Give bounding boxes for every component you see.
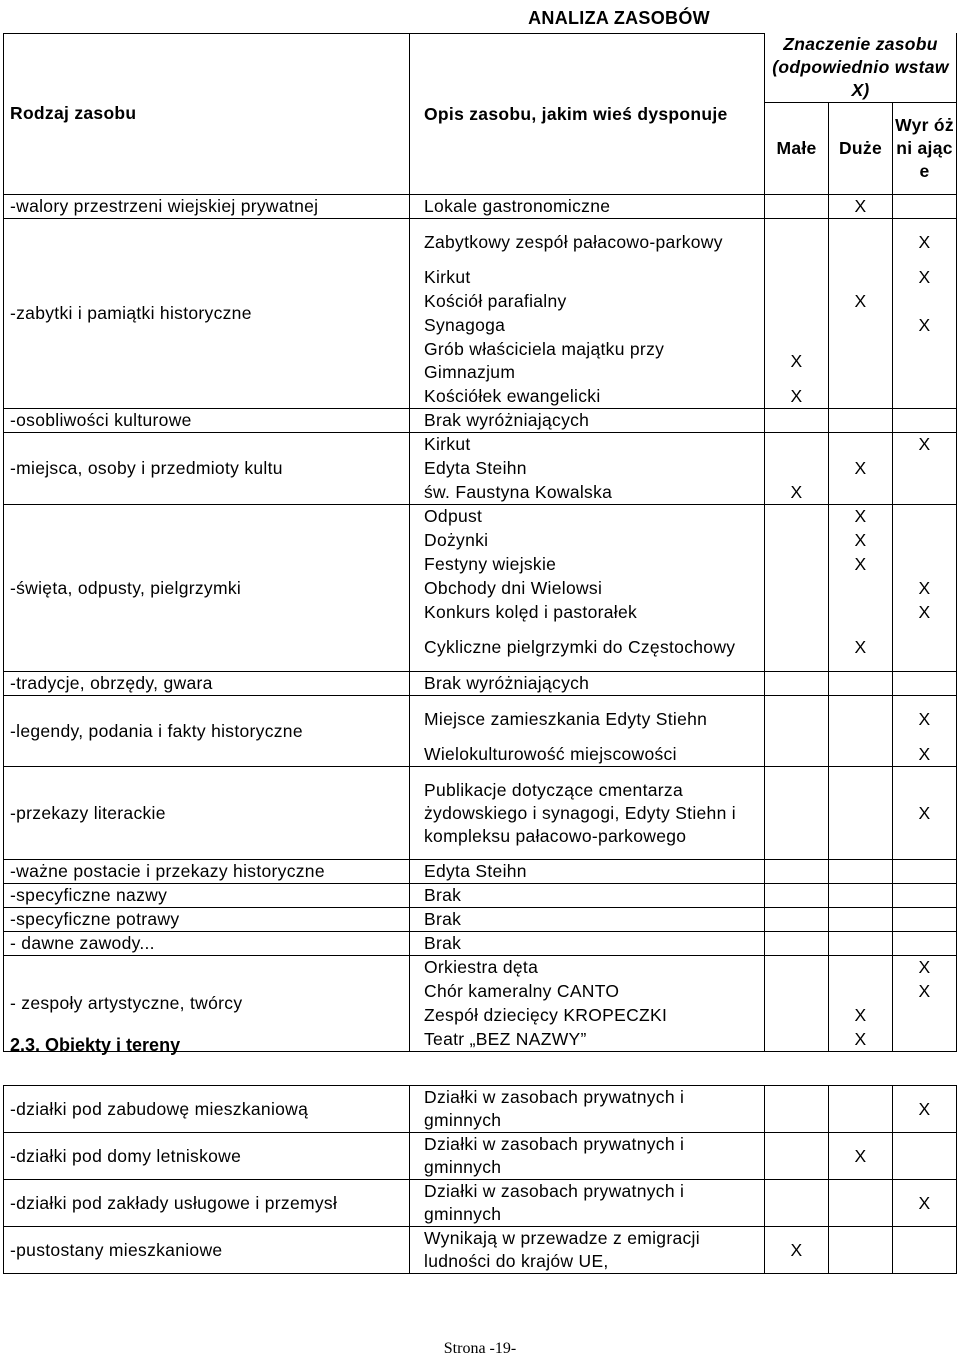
resource-description: Orkiestra dęta	[410, 956, 765, 980]
mark-distinct	[893, 1028, 957, 1052]
mark-distinct: X	[893, 696, 957, 743]
mark-large: X	[829, 529, 893, 553]
object-description: Działki w zasobach prywatnych i gminnych	[410, 1133, 765, 1180]
header-large: Duże	[829, 103, 893, 195]
resource-description: Edyta Steihn	[410, 860, 765, 884]
mark-large	[829, 908, 893, 932]
table-row	[4, 908, 957, 932]
mark-small	[765, 767, 829, 860]
mark-large	[829, 481, 893, 505]
table-row	[4, 195, 957, 219]
mark-large	[829, 409, 893, 433]
resource-type: -zabytki i pamiątki historyczne	[4, 219, 410, 409]
object-description: Działki w zasobach prywatnych i gminnych	[410, 1086, 765, 1133]
mark-distinct	[893, 672, 957, 696]
mark-distinct	[893, 409, 957, 433]
resource-type: - dawne zawody...	[4, 932, 410, 956]
mark-distinct	[893, 1227, 957, 1274]
resource-description: Teatr „BEZ NAZWY”	[410, 1028, 765, 1052]
resource-description: Zespół dziecięcy KROPECZKI	[410, 1004, 765, 1028]
mark-distinct	[893, 1004, 957, 1028]
objects-table	[3, 1085, 957, 1274]
resource-type: -ważne postacie i przekazy historyczne	[4, 860, 410, 884]
mark-small	[765, 601, 829, 625]
mark-large: X	[829, 553, 893, 577]
mark-small	[765, 743, 829, 767]
table-row	[4, 767, 957, 860]
mark-large	[829, 980, 893, 1004]
mark-large	[829, 433, 893, 457]
resource-description: Dożynki	[410, 529, 765, 553]
mark-small	[765, 577, 829, 601]
mark-distinct	[893, 1133, 957, 1180]
mark-small	[765, 290, 829, 314]
mark-small	[765, 409, 829, 433]
mark-distinct: X	[893, 219, 957, 266]
mark-large	[829, 884, 893, 908]
mark-small	[765, 1133, 829, 1180]
mark-large: X	[829, 195, 893, 219]
mark-small	[765, 219, 829, 266]
mark-large	[829, 219, 893, 266]
mark-small	[765, 1086, 829, 1133]
mark-distinct: X	[893, 577, 957, 601]
object-type: -działki pod zakłady usługowe i przemysł	[4, 1180, 410, 1227]
resource-description: Brak	[410, 908, 765, 932]
table-row	[4, 696, 957, 743]
header-importance: Znaczenie zasobu (odpowiednio wstaw X)	[765, 33, 957, 103]
mark-large	[829, 1227, 893, 1274]
table-row	[4, 956, 957, 980]
mark-distinct	[893, 338, 957, 385]
resource-description: Kościółek ewangelicki	[410, 385, 765, 409]
table-row	[4, 1086, 957, 1133]
mark-distinct	[893, 195, 957, 219]
resource-type: -walory przestrzeni wiejskiej prywatnej	[4, 195, 410, 219]
object-description: Działki w zasobach prywatnych i gminnych	[410, 1180, 765, 1227]
mark-large: X	[829, 457, 893, 481]
resource-type: -miejsca, osoby i przedmioty kultu	[4, 433, 410, 505]
resource-description: Zabytkowy zespół pałacowo-parkowy	[410, 219, 765, 266]
mark-small: X	[765, 385, 829, 409]
object-type: -działki pod zabudowę mieszkaniową	[4, 1086, 410, 1133]
resource-description: Cykliczne pielgrzymki do Częstochowy	[410, 625, 765, 672]
object-type: -pustostany mieszkaniowe	[4, 1227, 410, 1274]
mark-distinct: X	[893, 980, 957, 1004]
resource-type: -specyficzne nazwy	[4, 884, 410, 908]
mark-distinct: X	[893, 743, 957, 767]
mark-distinct	[893, 908, 957, 932]
mark-small	[765, 433, 829, 457]
mark-small	[765, 932, 829, 956]
mark-distinct: X	[893, 601, 957, 625]
mark-small	[765, 314, 829, 338]
mark-small	[765, 956, 829, 980]
mark-distinct: X	[893, 1086, 957, 1133]
mark-small	[765, 884, 829, 908]
mark-large	[829, 601, 893, 625]
mark-distinct	[893, 529, 957, 553]
mark-small: X	[765, 338, 829, 385]
mark-distinct	[893, 505, 957, 529]
mark-distinct	[893, 884, 957, 908]
mark-large: X	[829, 1028, 893, 1052]
mark-small	[765, 457, 829, 481]
header-small: Małe	[765, 103, 829, 195]
table-row	[4, 884, 957, 908]
mark-distinct: X	[893, 1180, 957, 1227]
resource-description: Brak	[410, 884, 765, 908]
mark-distinct: X	[893, 266, 957, 290]
mark-small: X	[765, 1227, 829, 1274]
mark-large	[829, 696, 893, 743]
mark-distinct	[893, 625, 957, 672]
table-row	[4, 219, 957, 266]
mark-small	[765, 1180, 829, 1227]
mark-large	[829, 743, 893, 767]
resource-type: -legendy, podania i fakty historyczne	[4, 696, 410, 767]
mark-distinct	[893, 860, 957, 884]
section-title: 2.3. Obiekty i tereny	[10, 1035, 181, 1055]
resource-description: Miejsce zamieszkania Edyty Stiehn	[410, 696, 765, 743]
mark-distinct	[893, 481, 957, 505]
mark-large	[829, 385, 893, 409]
mark-small	[765, 195, 829, 219]
header-type: Rodzaj zasobu	[4, 33, 410, 195]
table-row	[4, 672, 957, 696]
table-row	[4, 1227, 957, 1274]
table-row	[4, 860, 957, 884]
resource-type: -specyficzne potrawy	[4, 908, 410, 932]
mark-large	[829, 338, 893, 385]
mark-distinct: X	[893, 314, 957, 338]
mark-large: X	[829, 290, 893, 314]
page-footer: Strona -19-	[443, 1340, 517, 1357]
mark-small	[765, 672, 829, 696]
mark-distinct	[893, 290, 957, 314]
resource-description: Publikacje dotyczące cmentarza żydowskiego i synagogi, Edyty Stiehn i kompleksu pałacowo-parkowego	[410, 767, 765, 860]
resource-description: Obchody dni Wielowsi	[410, 577, 765, 601]
mark-small	[765, 266, 829, 290]
resource-description: Brak	[410, 932, 765, 956]
resource-description: Wielokulturowość miejscowości	[410, 743, 765, 767]
mark-small	[765, 1004, 829, 1028]
mark-distinct	[893, 385, 957, 409]
resource-description: Edyta Steihn	[410, 457, 765, 481]
mark-large	[829, 577, 893, 601]
mark-large	[829, 767, 893, 860]
analysis-title: ANALIZA ZASOBÓW	[528, 8, 710, 29]
mark-large	[829, 672, 893, 696]
resource-type: - zespoły artystyczne, twórcy	[4, 956, 410, 1052]
mark-large	[829, 314, 893, 338]
mark-distinct	[893, 932, 957, 956]
mark-distinct	[893, 553, 957, 577]
resource-description: św. Faustyna Kowalska	[410, 481, 765, 505]
resource-description: Synagoga	[410, 314, 765, 338]
mark-distinct	[893, 457, 957, 481]
mark-distinct: X	[893, 767, 957, 860]
mark-small: X	[765, 481, 829, 505]
mark-distinct: X	[893, 956, 957, 980]
mark-small	[765, 696, 829, 743]
mark-large	[829, 932, 893, 956]
resource-description: Chór kameralny CANTO	[410, 980, 765, 1004]
mark-large	[829, 1086, 893, 1133]
table-row	[4, 505, 957, 529]
mark-distinct: X	[893, 433, 957, 457]
object-description: Wynikają w przewadze z emigracji ludności do krajów UE,	[410, 1227, 765, 1274]
resource-description: Kościół parafialny	[410, 290, 765, 314]
mark-large: X	[829, 1004, 893, 1028]
resource-type: -przekazy literackie	[4, 767, 410, 860]
resource-description: Odpust	[410, 505, 765, 529]
resource-description: Lokale gastronomiczne	[410, 195, 765, 219]
resource-analysis-table	[3, 5, 957, 1052]
resource-type: -osobliwości kulturowe	[4, 409, 410, 433]
mark-small	[765, 553, 829, 577]
resource-description: Grób właściciela majątku przy Gimnazjum	[410, 338, 765, 385]
mark-small	[765, 529, 829, 553]
table-row	[4, 932, 957, 956]
mark-large	[829, 266, 893, 290]
mark-large	[829, 860, 893, 884]
mark-small	[765, 505, 829, 529]
resource-description: Konkurs kolęd i pastorałek	[410, 601, 765, 625]
mark-small	[765, 908, 829, 932]
resource-description: Kirkut	[410, 433, 765, 457]
mark-large: X	[829, 625, 893, 672]
mark-large	[829, 1180, 893, 1227]
mark-small	[765, 625, 829, 672]
table-row	[4, 1133, 957, 1180]
resource-description: Brak wyróżniających	[410, 409, 765, 433]
mark-small	[765, 860, 829, 884]
mark-large: X	[829, 505, 893, 529]
resource-type: -tradycje, obrzędy, gwara	[4, 672, 410, 696]
header-distinct: Wyr óżni ając e	[893, 103, 957, 195]
resource-type: -święta, odpusty, pielgrzymki	[4, 505, 410, 672]
table-row	[4, 1180, 957, 1227]
resource-description: Festyny wiejskie	[410, 553, 765, 577]
resource-description: Kirkut	[410, 266, 765, 290]
header-description: Opis zasobu, jakim wieś dysponuje	[410, 33, 765, 195]
mark-small	[765, 1028, 829, 1052]
table-row	[4, 433, 957, 457]
mark-large: X	[829, 1133, 893, 1180]
resource-description: Brak wyróżniających	[410, 672, 765, 696]
mark-small	[765, 980, 829, 1004]
object-type: -działki pod domy letniskowe	[4, 1133, 410, 1180]
table-row	[4, 409, 957, 433]
mark-large	[829, 956, 893, 980]
